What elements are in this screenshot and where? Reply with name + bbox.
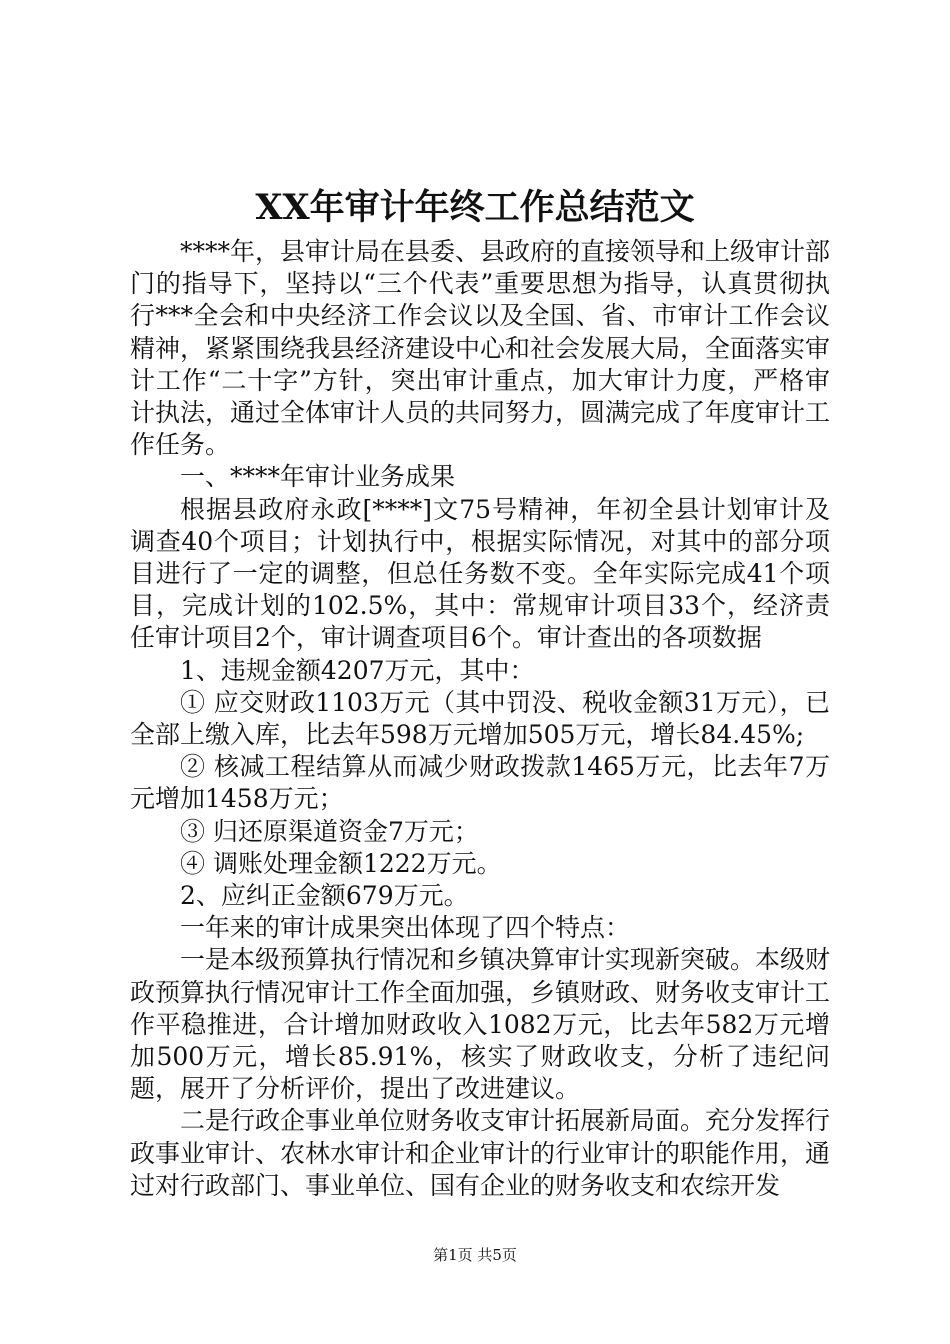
list-item-project-settlement: ② 核减工程结算从而减少财政拨款1465万元，比去年7万元增加1458万元；	[130, 752, 830, 814]
list-item-finance: ① 应交财政1103万元（其中罚没、税收金额31万元），已全部上缴入库，比去年598万元增加505万元，增长84.45%;	[130, 687, 830, 750]
list-item-adjustment: ④ 调账处理金额1222万元。	[180, 848, 502, 878]
list-item-violation-amount: 1、违规金额4207万元，其中：	[180, 655, 535, 685]
paragraph-plan: 根据县政府永政[****]文75号精神，年初全县计划审计及调查40个项目；计划执行中，根据实际情况，对其中的部分项目进行了一定的调整，但总任务数不变。全年实际完成41个项目，完成计划的102.5%，其中：常规审计项目33个，经济责任审计项目2个，审计调查项目6个。审计查出的各项数据	[130, 494, 830, 653]
document-body	[130, 236, 830, 1202]
paragraph-feature-two: 二是行政企事业单位财务收支审计拓展新局面。充分发挥行政事业审计、农林水审计和企业审计的行业审计的职能作用，通过对行政部门、事业单位、国有企业的财务收支和农综开发	[130, 1106, 831, 1200]
document-title: XX年审计年终工作总结范文	[255, 187, 695, 228]
page-number: 第1页 共5页	[433, 1246, 517, 1264]
list-item-return-funds: ③ 归还原渠道资金7万元；	[180, 816, 479, 846]
section-heading: 一、****年审计业务成果	[180, 462, 456, 492]
paragraph-intro: ****年，县审计局在县委、县政府的直接领导和上级审计部门的指导下，坚持以“三个代表”重要思想为指导，认真贯彻执行***全会和中央经济工作会议以及全国、省、市审计工作会议精神，紧紧围绕我县经济建设中心和社会发展大局，全面落实审计工作“二十字”方针，突出审计重点，加大审计力度，严格审计执法，通过全体审计人员的共同努力，圆满完成了年度审计工作任务。	[130, 237, 831, 460]
list-item-correction-amount: 2、应纠正金额679万元。	[180, 881, 469, 911]
paragraph-feature-one: 一是本级预算执行情况和乡镇决算审计实现新突破。本级财政预算执行情况审计工作全面加强，乡镇财政、财务收支审计工作平稳推进，合计增加财政收入1082万元，比去年582万元增加500万元，增长85.91%，核实了财政收支，分析了违纪问题，展开了分析评价，提出了改进建议。	[130, 945, 831, 1104]
paragraph-features-intro: 一年来的审计成果突出体现了四个特点：	[180, 913, 631, 943]
